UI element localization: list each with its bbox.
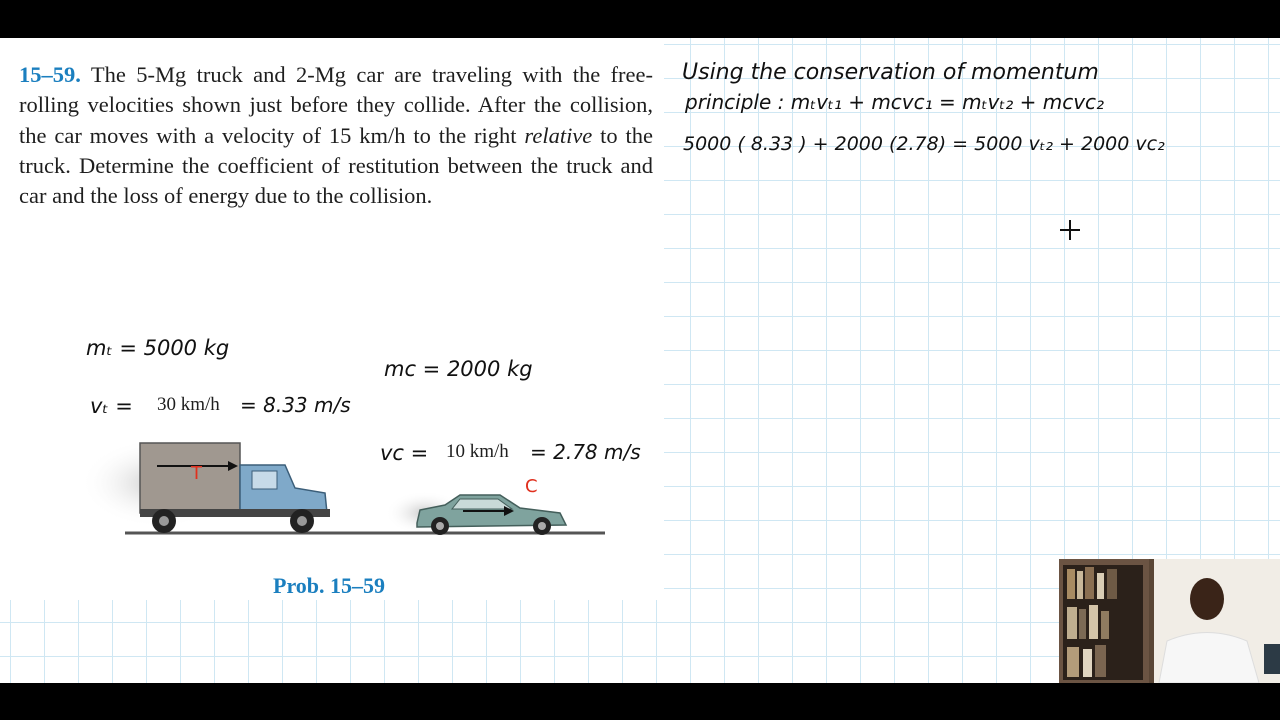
webcam-presenter-image — [1059, 559, 1280, 683]
figure-caption: Prob. 15–59 — [273, 573, 386, 598]
truck-velocity-symbol: vₜ = — [90, 394, 133, 418]
presenter-head — [1190, 578, 1224, 620]
truck-box — [140, 443, 240, 513]
problem-statement — [19, 60, 653, 211]
notes-line-2: principle : mₜvₜ₁ + mᴄvᴄ₁ = mₜvₜ₂ + mᴄvᴄ₂ — [685, 90, 1105, 114]
problem-panel — [0, 38, 664, 600]
truck-velocity-conversion: = 8.33 m/s — [240, 393, 351, 417]
collision-figure — [80, 413, 620, 543]
crosshair-cursor-icon — [1060, 220, 1080, 240]
notes-line-1: Using the conservation of momentum — [682, 60, 1099, 85]
car-velocity-printed: 10 km/h — [446, 441, 509, 462]
presenter-body — [1159, 633, 1259, 684]
problem-number: 15–59. — [19, 62, 81, 87]
problem-text-emphasis: relative — [524, 122, 593, 148]
truck-label: T — [191, 463, 202, 484]
whiteboard-canvas[interactable] — [0, 38, 1280, 683]
truck-window — [252, 471, 277, 489]
problem-text-part-2: to the truck. Determine the coefficient of restitution between the truck and car and the loss of energy due to the collision. — [19, 122, 653, 209]
webcam-overlay — [1059, 559, 1280, 683]
car-mass-annotation: mᴄ = 2000 kg — [384, 357, 533, 381]
problem-text-part-1: The 5-Mg truck and 2-Mg car are traveling with the free-rolling velocities shown just before they collide. After the collision, the car moves with a velocity of 15 km/h to the right — [19, 62, 653, 148]
car-velocity-conversion: = 2.78 m/s — [530, 440, 641, 464]
video-top-letterbox — [0, 0, 1280, 38]
notes-line-3: 5000 ( 8.33 ) + 2000 (2.78) = 5000 vₜ₂ + 2000 vᴄ₂ — [683, 133, 1165, 155]
car-velocity-symbol: vᴄ = — [380, 441, 429, 465]
car-label: C — [525, 476, 538, 497]
video-bottom-letterbox — [0, 683, 1280, 720]
truck-velocity-printed: 30 km/h — [157, 394, 220, 415]
truck-mass-annotation: mₜ = 5000 kg — [86, 336, 230, 360]
